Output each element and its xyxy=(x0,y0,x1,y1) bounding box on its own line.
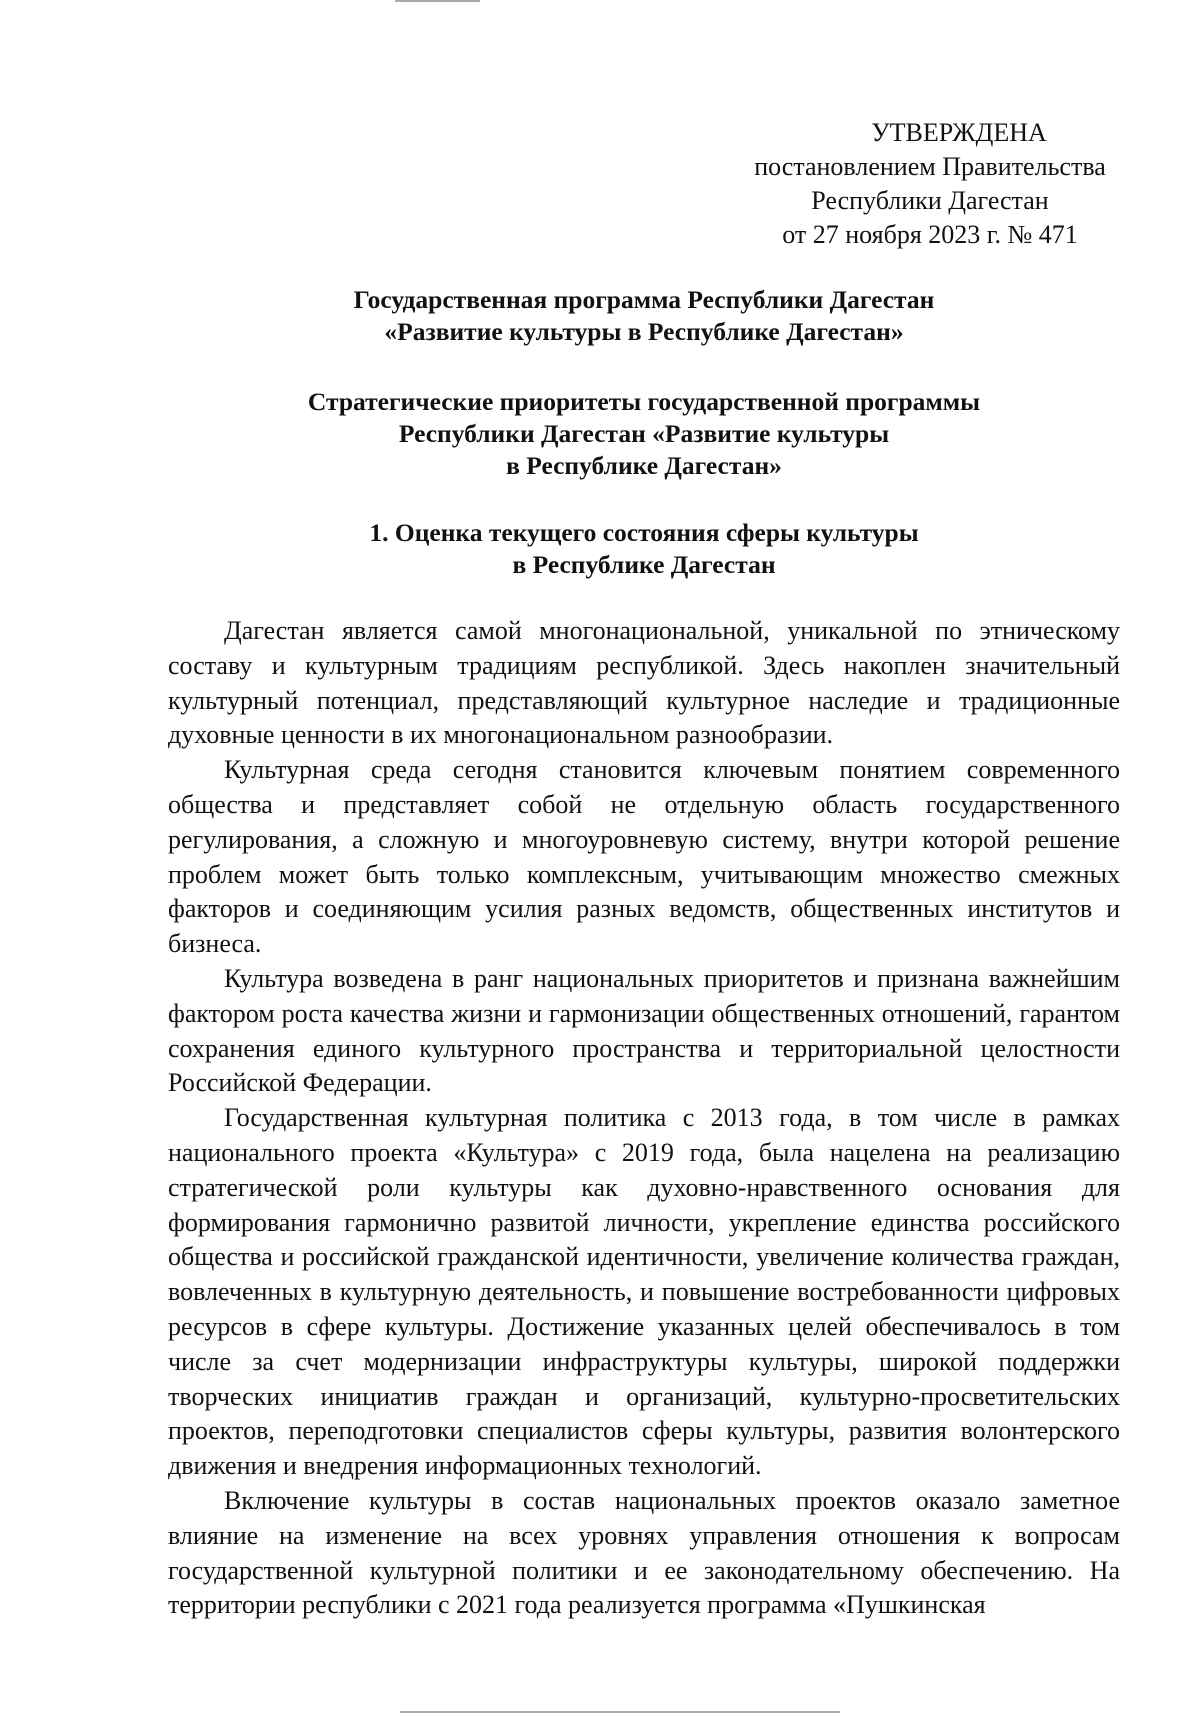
approval-line-1: постановлением Правительства xyxy=(754,152,1106,181)
paragraph-2: Культурная среда сегодня становится ключевым понятием современного общества и представляет собой не отдельную область государственного регулирования, а сложную и многоуровневую систему, внутри которой решение проблем может быть только комплексным, учитывающим множество смежных факторов и соединяющим усилия разных ведомств, общественных институтов и бизнеса. xyxy=(168,755,1120,959)
approval-line-3: от 27 ноября 2023 г. № 471 xyxy=(782,220,1078,249)
priorities-title xyxy=(168,386,1120,482)
scan-artifact-bottom xyxy=(400,1711,840,1713)
program-title-line-1: Государственная программа Республики Дагестан xyxy=(353,285,935,314)
paragraph-3: Культура возведена в ранг национальных приоритетов и признана важнейшим фактором роста качества жизни и гармонизации общественных отношений, гарантом сохранения единого культурного пространства и территориальной целостности Российской Федерации. xyxy=(168,963,1120,1098)
priorities-title-line-1: Стратегические приоритеты государственной программы xyxy=(307,387,981,416)
paragraph-1: Дагестан является самой многонациональной, уникальной по этническому составу и культурным традициям республикой. Здесь накоплен значительный культурный потенциал, представляющий культурное наследие и традиционные духовные ценности в их многонациональном разнообразии. xyxy=(168,616,1120,750)
approval-line-2: Республики Дагестан xyxy=(811,186,1049,215)
section-title-line-2: в Республике Дагестан xyxy=(512,550,776,579)
priorities-title-line-2: Республики Дагестан «Развитие культуры xyxy=(398,419,890,448)
section-title xyxy=(168,517,1120,581)
priorities-title-line-3: в Республике Дагестан» xyxy=(506,451,782,480)
program-title-line-2: «Развитие культуры в Республике Дагестан» xyxy=(384,317,904,346)
approval-stamp-block xyxy=(700,116,1160,252)
program-title xyxy=(168,284,1120,348)
body-text xyxy=(168,614,1120,1623)
approved-label: УТВЕРЖДЕНА xyxy=(871,118,1047,147)
paragraph-4: Государственная культурная политика с 2013 года, в том числе в рамках национального проекта «Культура» с 2019 года, была нацелена на реализацию стратегической роли культуры как духовно-нравственного основания для формирования гармонично развитой личности, укрепление единства российского общества и российской гражданской идентичности, увеличение количества граждан, вовлеченных в культурную деятельность, и повышение востребованности цифровых ресурсов в сфере культуры. Достижение указанных целей обеспечивалось в том числе за счет модернизации инфраструктуры культуры, широкой поддержки творческих инициатив граждан и организаций, культурно-просветительских проектов, переподготовки специалистов сферы культуры, развития волонтерского движения и внедрения информационных технологий. xyxy=(168,1103,1120,1481)
section-title-line-1: 1. Оценка текущего состояния сферы культуры xyxy=(369,518,919,547)
paragraph-5: Включение культуры в состав национальных проектов оказало заметное влияние на изменение на всех уровнях управления отношения к вопросам государственной культурной политики и ее законодательному обеспечению. На территории республики с 2021 года реализуется программа «Пушкинская xyxy=(168,1485,1120,1620)
scan-artifact-top xyxy=(395,0,480,2)
